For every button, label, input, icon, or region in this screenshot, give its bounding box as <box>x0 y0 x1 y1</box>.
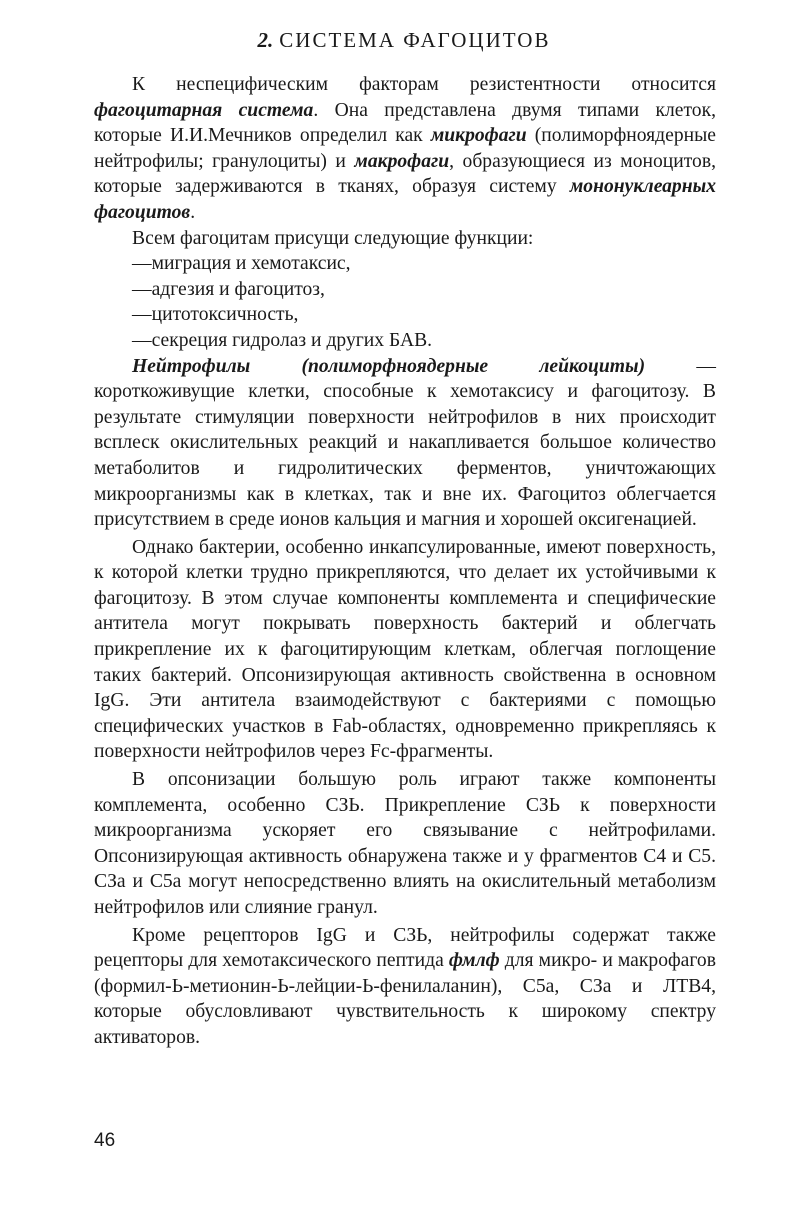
paragraph-receptors <box>94 923 716 1051</box>
function-item: —секреция гидролаз и других БАВ. <box>132 329 433 351</box>
paragraph-phagocyte-system <box>94 72 716 226</box>
term-phagocytic-system: фагоцитарная система <box>94 99 314 121</box>
text-run: К неспецифическим факторам резистентности относится <box>132 74 716 95</box>
chapter-number: 2. <box>257 28 274 52</box>
term-neutrophils: Нейтрофилы (полиморфноядерные лейкоциты) <box>132 355 646 377</box>
chapter-title: СИСТЕМА ФАГОЦИТОВ <box>279 28 551 52</box>
term-microphages: микрофаги <box>430 125 527 147</box>
chapter-heading <box>0 28 808 53</box>
paragraph-opsonization: Однако бактерии, особенно инкапсулированные, имеют поверхность, к которой клетки трудно прикрепляются, что делает их устойчивыми к фагоцитозу. В этом случае компоненты комплемента и специфические антитела могут покрывать поверхность бактерий и облегчать прикрепление их к фагоцитирующим клеткам, облегчая поглощение таких бактерий. Опсонизирующая активность свойственна в основном IgG. Эти антитела взаимодействуют с бактериями с помощью специфических участков в Fab-областях, одновременно прикрепляясь к поверхности нейтрофилов через Fc-фрагменты. <box>94 536 716 763</box>
text-run: . Она представлена двумя типами клеток, которые И.И.Мечников определил как <box>94 99 716 147</box>
text-run: Кроме рецепторов IgG и СЗЬ, нейтрофилы содержат также рецепторы для хемотаксического пептида <box>94 924 716 972</box>
paragraph-functions-intro: Всем фагоцитам присущи следующие функции: <box>132 227 534 249</box>
term-macrophages: макрофаги <box>354 150 450 172</box>
function-item: —миграция и хемотаксис, <box>132 253 351 275</box>
body-text <box>94 72 716 1051</box>
term-fmlf: фмлф <box>448 950 500 972</box>
text-run: . <box>190 201 196 223</box>
function-item: —цитотоксичность, <box>132 304 299 326</box>
text-run: , образующиеся из моноцитов, которые задерживаются в тканях, образуя систему <box>94 150 716 198</box>
paragraph-complement: В опсонизации большую роль играют также компоненты комплемента, особенно СЗЬ. Прикрепление СЗЬ к поверхности микроорганизма ускоряет его связывание с нейтрофилами. Опсонизирующая активность обнаружена также и у фрагментов С4 и С5. СЗа и С5а могут непосредственно влиять на окислительный метаболизм нейтрофилов или слияние гранул. <box>94 769 716 918</box>
function-item: —адгезия и фагоцитоз, <box>132 278 325 300</box>
text-run: —короткоживущие клетки, способные к хемотаксису и фагоцитозу. В результате стимуляции поверхности нейтрофилов в них происходит всплеск окислительных реакций и накапливается большое количество метаболитов и гидролитических ферментов, уничтожающих микроорганизмы как в клетках, так и вне их. Фагоцитоз облегчается присутствием в среде ионов кальция и магния и хорошей оксигенацией. <box>94 355 716 531</box>
text-run: для микро- и макрофагов (формил-Ь-метионин-Ь-лейции-Ь-фенилаланин), С5а, СЗа и ЛТВ4, которые обусловливают чувствительность к широкому спектру активаторов. <box>94 950 716 1048</box>
term-mononuclear-phagocytes: мононуклеарных фагоцитов <box>94 176 716 223</box>
page-number: 46 <box>94 1130 116 1151</box>
text-run: (полиморфноядерные нейтрофилы; гранулоциты) и <box>94 125 716 172</box>
paragraph-neutrophils <box>94 354 716 533</box>
